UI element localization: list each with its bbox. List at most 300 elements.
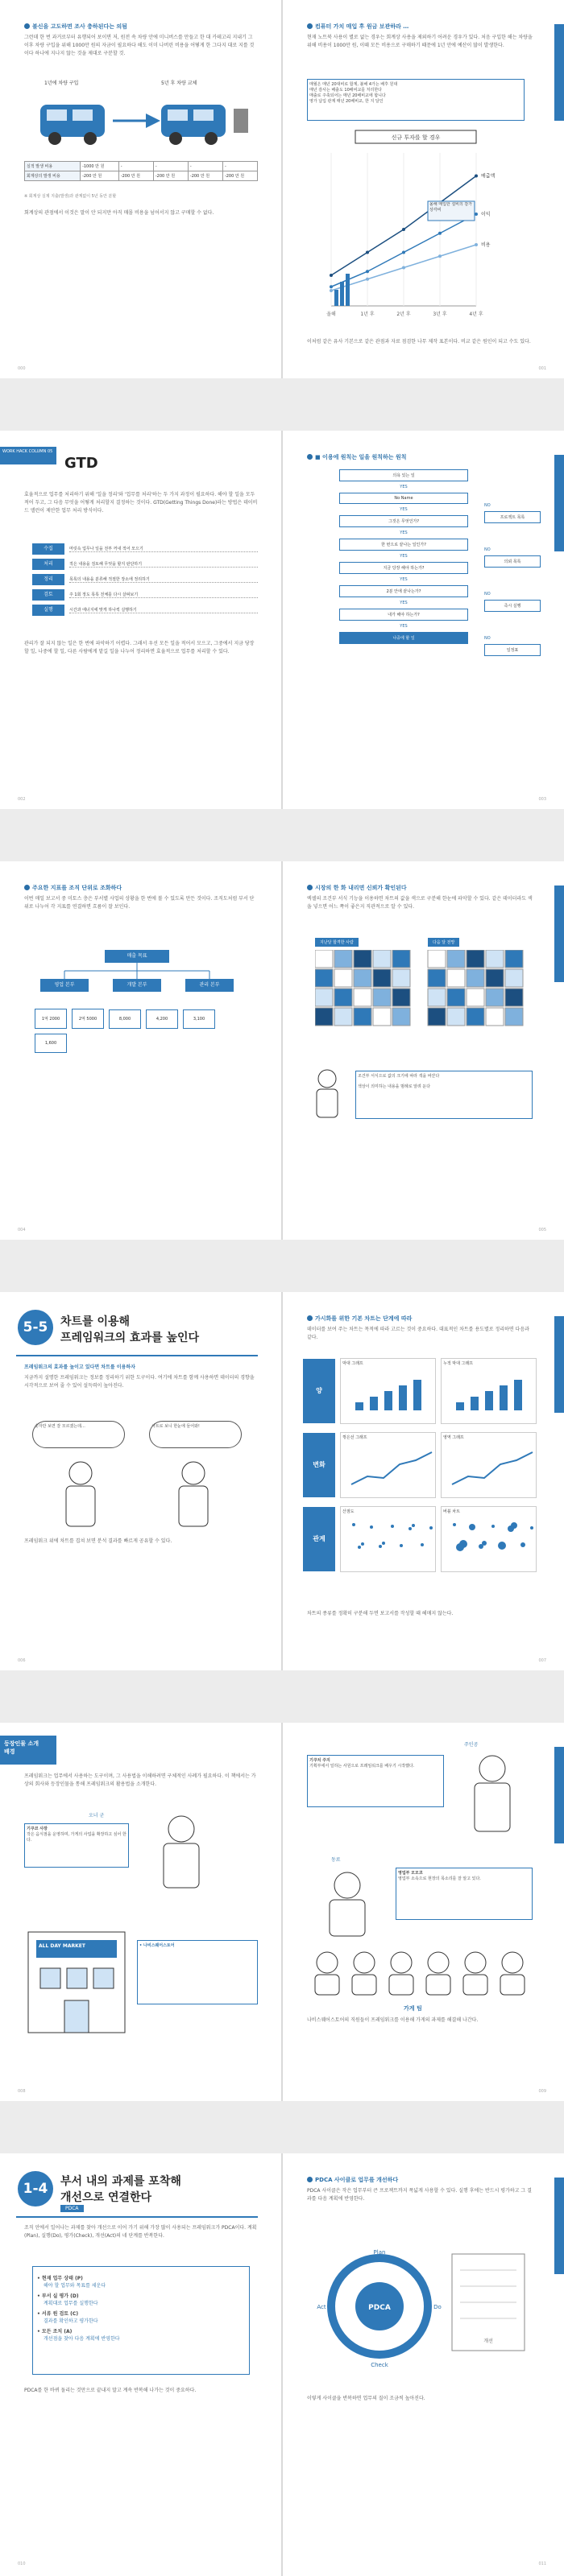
series-label: 매출액 [481,173,496,180]
data-point [330,274,333,277]
flow-node: 나중에 할 일 [339,632,468,644]
flow-yes: YES [400,601,408,605]
data-point [330,285,333,288]
team-member-head [502,1952,523,1973]
page-number: 006 [18,1658,26,1663]
flow-no: NO [484,503,491,508]
flow-node: 내가 해야 하는가? [339,609,468,621]
body-text: 현재 노트북 사용이 별로 없는 경우는 회계상 사용을 제외하기 어려운 경우가 있다. 처음 구입한 해는 차량을 위해 비용이 1000만 원, 이때 모든 비용으로 구매하기 때문에 1년 안에 예산이 많이 발생한다. [307,35,533,48]
heat-cell [315,950,333,968]
heat-cell [428,989,446,1006]
investment-bar [334,290,338,306]
body-text: 지금까지 설명한 프레임워크는 정보를 정리하기 위한 도구이다. 여기에 차트를 함께 사용하면 데이터의 경향을 시각적으로 보여 줄 수 있어 설득력이 높아진다. [24,1375,255,1389]
flow-side-node: 일정표 [484,644,541,656]
chart-thumbnail [347,1370,436,1418]
store-sign: ALL DAY MARKET [39,1943,85,1949]
pdca-item-body: 결과를 확인하고 평가한다 [44,2318,98,2324]
flow-node: 의욕 있는 일 [339,469,468,481]
page-number: 005 [538,1228,546,1232]
data-point [475,175,478,178]
flow-yes: YES [400,624,408,629]
store-building [20,1916,133,2037]
table-row-label: 실적 발생 비용 [25,162,81,171]
body-text: 이번 매일 보고서 중 미토스 층은 부서별 사업의 상황을 한 번에 볼 수 있도록 만든 것이다. 조직도처럼 부서 단위로 나누어 각 지표를 연결하면 흐름이 잘 보인다. [24,896,255,910]
org-value: 1억 2000 [35,1009,67,1029]
spread-4 [0,1292,564,1670]
heat-cell [486,950,504,968]
heat-cell [428,1008,446,1026]
body-text: 프레임워크 위에 차트를 겹쳐 보면 분석 결과를 빠르게 공유할 수 있다. [24,1538,172,1544]
person-card [24,1823,129,1868]
person-name: 기쿠코 사장 [27,1827,48,1831]
table-cell: -200 만 원 [81,171,119,181]
gtd-step-label: 검토 [32,589,64,601]
pdca-item-head: • 부서 실 평가 (D) [37,2293,79,2299]
org-value: 3,100 [183,1009,215,1029]
org-lines [32,963,242,979]
pdca-item-head: • 모든 조치 (A) [37,2329,73,2334]
heat-cell [354,989,371,1006]
gtd-step-label: 실행 [32,605,64,616]
table-cell: - [118,162,153,171]
body-text: 그런데 한 번 과거로부터 유행되어 보이면 저, 원전 속 차량 안에 미니버스를 만들고 한 대 카테고리 지내기 그 이후 차량 구입을 위해 1000만 원의 자금이 필요하다 해도 이미 나버린 비용을 어떻게 한 그다지 대로 지를 것이다 하나에 지나지 않는 것을 제대로 구분할 것. [24,35,255,56]
body-text: 관리가 잘 되지 않는 일은 한 번에 파악하기 어렵다. 그래서 우선 모든 일을 적어서 모으고, 그중에서 지금 당장 할 일, 나중에 할 일, 다른 사람에게 맡길 일을 나누어 정리하면 효율적으로 업무를 처리할 수 있다. [24,641,255,654]
flow-node: No Name [339,493,468,504]
page-left [0,0,281,378]
data-point [402,228,405,231]
team-member-body [500,1975,525,1995]
person-desc: 작은 음식점을 운영하며, 가게의 사업을 확장하고 싶어 한다. [27,1832,126,1843]
team-member-body [463,1975,487,1995]
data-point [438,232,442,235]
cycle-act: Act [317,2304,326,2310]
flow-side-node: 즉시 실행 [484,600,541,612]
flow-side-node: 프로젝트 목록 [484,511,541,523]
flow-yes: YES [400,554,408,559]
body-text: 엑셀의 조건부 서식 기능을 이용하면 차트의 값을 색으로 구분해 한눈에 파악할 수 있다. 같은 데이터라도 색을 넣으면 어느 쪽이 좋은지 직관적으로 알 수 있다. [307,896,533,910]
chart-type-cell [441,1358,537,1424]
chart-type-row [303,1432,537,1498]
table-cell: -1000 만 원 [81,162,119,171]
heat-cell [467,1008,484,1026]
spread-6 [0,2153,564,2576]
body-text: 이처럼 같은 유사 기본으로 같은 관점과 자료 점검한 나무 제작 표본이다. 비교 같은 원인이 되고 수도 있다. [307,339,531,345]
gtd-step [32,574,258,585]
heat-cell [505,989,523,1006]
person-card [307,1755,444,1807]
team-illustration [307,1948,533,1996]
chart-thumbnail [347,1518,436,1567]
person-illustration [307,1868,388,1940]
chart-type-row [303,1358,537,1424]
cycle-do: Do [433,2304,442,2310]
heat-cell [354,969,371,987]
page-right [283,861,564,1240]
heat-cell [334,1008,352,1026]
car-label-right: 5년 후 차량 교체 [161,80,197,86]
note-item: 색상이 의미하는 내용을 범례로 알려 둔다 [358,1084,431,1089]
spread-3 [0,861,564,1240]
investment-bar [340,282,344,306]
heat-cell [447,969,465,987]
team-member-head [354,1952,375,1973]
heat-cell [392,950,410,968]
chart-thumbnail [448,1370,537,1418]
heat-cell [447,989,465,1006]
section-title: 프레임워크의 효과를 높인다 [60,1331,200,1344]
spread-5 [0,1723,564,2101]
framework-tag: PDCA [60,2205,84,2212]
flow-side-node: 의뢰 목록 [484,555,541,568]
page-right [283,1292,564,1670]
flow-node: 2분 안에 끝나는가? [339,585,468,597]
gtd-step-desc: 머릿속 업무나 일을 전부 꺼내 적어 모으기 [69,546,258,552]
page-left [0,861,281,1240]
people-illustration [48,1457,234,1530]
flow-no: NO [484,636,491,641]
section-heading: 주요한 지표를 조직 단위로 조화하다 [24,884,122,892]
page-right [283,1723,564,2101]
intro-badge [0,1736,56,1765]
page-number: 001 [538,366,546,371]
flow-node: 지금 당장 해야 하는가? [339,562,468,574]
gtd-step [32,543,258,555]
team-member-body [389,1975,413,1995]
chart-type-name: 영역 그래프 [443,1435,464,1440]
heat-cell [392,989,410,1006]
section-title: 부서 내의 과제를 포착해 [60,2175,181,2188]
body-text: 차트의 종류를 정확히 구분해 두면 보고서를 작성할 때 헤매지 않는다. [307,1611,454,1616]
chart-type-cell [340,1506,436,1572]
spread-2 [0,431,564,809]
chart-type-cell [340,1432,436,1498]
chapter-tab [554,455,564,551]
gtd-step-desc: 목록의 내용을 분류해 적절한 장소에 정리하기 [69,576,258,583]
note-item: 조건부 서식으로 값의 크기에 따라 색을 바꾼다 [358,1074,440,1079]
car-label-left: 1년에 차량 구입 [44,80,79,86]
gtd-step [32,559,258,570]
chart-thumbnail [448,1518,537,1567]
chart-title: 신규 투자를 할 경우 [391,134,441,141]
chart-type-row [303,1506,537,1572]
spread-1 [0,0,564,378]
org-node: 영업 본부 [40,979,89,992]
heat-cell [315,1008,333,1026]
gtd-step [32,589,258,601]
page-number: 004 [18,1228,26,1232]
chart-type-label: 관계 [303,1507,335,1571]
heat-cell [428,969,446,987]
pdca-item-body: 계획대로 업무를 실행한다 [44,2301,98,2306]
page-right [283,0,564,378]
org-top: 매출 목표 [105,950,169,963]
gtd-step [32,605,258,616]
heat-cell [505,969,523,987]
cost-table [24,161,258,181]
body-text: 프레임워크는 업무에서 사용하는 도구이며, 그 사용법을 이해하려면 구체적인 사례가 필요하다. 이 책에서는 가상의 회사와 등장인물을 통해 프레임워크의 활용법을 소개한다. [24,1773,256,1787]
gtd-step-desc: 적은 내용을 검토해 무엇을 할지 판단하기 [69,561,258,568]
team-member-head [317,1952,338,1973]
chart-thumbnail [448,1444,537,1492]
heat-cell [467,969,484,987]
data-point [366,270,369,273]
person-tag: 주인공 [464,1742,479,1748]
chart-type-name: 막대 그래프 [342,1361,363,1366]
section-badge: 5-5 [18,1310,53,1345]
page-left [0,431,281,809]
data-point [366,278,369,281]
page-left [0,1723,281,2101]
body-text: 데이터를 보여 주는 차트는 목적에 따라 고르는 것이 중요하다. 대표적인 차트를 용도별로 정리하면 다음과 같다. [307,1327,529,1340]
chart-type-label: 양 [303,1359,335,1423]
heat-cell [447,1008,465,1026]
page-left [0,1292,281,1670]
data-point [475,243,478,246]
section-heading: 가시화를 위한 기본 차트는 단계에 따라 [307,1315,412,1323]
chart-type-name: 산점도 [342,1509,355,1514]
data-point [438,254,442,258]
section-heading: 컴퓨터 가치 매입 후 원금 보관하라 … [307,23,408,31]
chart-type-table [303,1358,537,1580]
section-heading: ■ 이용에 원칙는 일을 원칙하는 원칙 [307,453,406,461]
cycle-center: PDCA [368,2304,391,2312]
gtd-step-label: 수집 [32,543,64,555]
table-cell: -200 만 원 [222,171,257,181]
table-cell: - [188,162,222,171]
flow-no: NO [484,592,491,597]
gtd-step-label: 처리 [32,559,64,570]
x-tick-label: 1년 후 [360,312,375,317]
flow-yes: YES [400,577,408,582]
chart-type-name: 누적 막대 그래프 [443,1361,473,1366]
person-desc: 기획부에서 일하는 사원으로 프레임워크를 배우기 시작했다. [309,1764,415,1769]
org-values [32,1006,250,1055]
team-member-head [465,1952,486,1973]
chart-thumbnail [347,1444,436,1492]
heat-cell [334,969,352,987]
heat-cell [392,969,410,987]
cycle-plan: Plan [373,2249,386,2256]
person-card [396,1868,533,1920]
page-number: 011 [538,2562,546,2566]
flow-yes: YES [400,530,408,535]
org-value: 4,200 [146,1009,178,1029]
heat-cell [373,989,391,1006]
section-heading: 불신을 고도하면 조사 충하된다는 의됨 [24,23,127,31]
chart-annotation: 올해 매입한 설비의 감가 상각비 [429,202,473,213]
table-cell: - [153,162,188,171]
pdca-item-head: • 서류 원 검토 (C) [37,2311,79,2317]
gtd-step-desc: 시간과 에너지에 맞게 하나씩 실행하기 [69,607,258,613]
heat-cell [334,950,352,968]
person-desc: 영업부 소속으로 현장의 목소리를 잘 알고 있다. [398,1876,481,1881]
page-right [283,431,564,809]
heat-cell [392,1008,410,1026]
page-number: 007 [538,1658,546,1663]
chapter-tab [554,886,564,982]
heat-cell [315,969,333,987]
flow-no: NO [484,547,491,552]
table-cell: -200 만 원 [118,171,153,181]
pdca-item-body: 개선점을 찾아 다음 계획에 반영한다 [44,2336,120,2342]
data-point [366,251,369,254]
body-text: PDCA를 한 바퀴 돌리는 것만으로 끝내지 말고 계속 반복해 나가는 것이 중요하다. [24,2388,197,2393]
flow-node: 한 번으로 끝나는 일인가? [339,539,468,551]
table-row-label: 회계상의 발생 비용 [25,171,81,181]
team-member-head [391,1952,412,1973]
table-cell: - [222,162,257,171]
pdca-item-head: • 현재 업무 상태 (P) [37,2276,83,2281]
x-tick-label: 2년 후 [396,312,411,317]
heat-cell [315,989,333,1006]
body-text: 나비스퀘어스토어의 직원들이 프레임워크를 이용해 가게의 과제를 해결해 나간다. [307,2017,479,2023]
org-value: 1,600 [35,1034,67,1053]
page-number: 003 [538,797,546,802]
chart-type-cell [441,1506,537,1572]
heat-cell [505,950,523,968]
heat-cell [486,1008,504,1026]
body-text: 회계상의 관점에서 이것은 말이 안 되지만 아직 매몰 비용을 넘어서지 않고 구매할 수 없다. [24,210,214,216]
team-member-body [352,1975,376,1995]
flow-node: 그것은 무엇인가? [339,515,468,527]
chapter-tab [554,24,564,121]
pdca-list [32,2266,250,2375]
data-point [402,251,405,254]
data-point [475,213,478,216]
cycle-note: 개선 [483,2339,493,2344]
heat-cell [428,950,446,968]
heat-cell [334,989,352,1006]
list-item: 매출로 주축되어는 매년 20배비교에 합니다 [309,93,386,98]
series-label: 이익 [481,212,491,217]
section-title: 차트를 이용해 [60,1315,131,1328]
flow-yes: YES [400,507,408,512]
section-title: 개선으로 연결한다 [60,2191,152,2204]
x-tick-label: 올해 [326,312,336,317]
page-number: 000 [18,366,26,371]
list-item: 매년 감사는 배출도 10배비교를 처리한다 [309,88,383,93]
store-label: • 나비스퀘어스토어 [139,1943,175,1948]
person-name: 영업부 모모코 [398,1871,423,1876]
flow-yes: YES [400,485,408,489]
page-number: 008 [18,2089,26,2094]
org-value: 8,000 [109,1009,141,1029]
grid-label: 다음 달 전망 [428,938,459,947]
person-illustration [307,1067,347,1123]
investment-bar [346,274,350,306]
series-label: 비용 [481,242,491,248]
heat-cell [505,1008,523,1026]
store-card [137,1940,258,2004]
data-point [402,266,405,270]
team-title: 가게 팀 [404,2005,422,2012]
person-illustration [452,1751,533,1839]
speech-bubble: 숫자만 보면 잘 모르겠는데… [32,1421,125,1448]
data-point [330,289,333,292]
heat-cell [467,989,484,1006]
body-text: 효율적으로 업무를 처리하기 위해 '일을 정리'와 '업무를 처리'하는 두 가지 과정이 필요하다. 해야 할 일을 모두 적어 두고, 그 다음 무엇을 어떻게 처리할지 결정하는 것이다. GTD(Getting Things Done)라는 방법은 데이비드 앨런이 제안한 업무 처리 방식이다. [24,492,258,514]
section-heading: PDCA 사이클로 업무를 개선하다 [307,2176,398,2184]
chart-type-label: 변화 [303,1433,335,1497]
column-badge: WORK HACK COLUMN 05 [0,447,56,464]
list-item: 영가 납입 관계 매년 20배비교, 한 지 달인 [309,99,384,104]
body-text: PDCA 사이클은 작은 업무부터 큰 프로젝트까지 폭넓게 사용할 수 있다. 실행 후에는 반드시 평가하고 그 결과를 다음 계획에 반영한다. [307,2188,532,2202]
callout-list [307,79,525,121]
team-member-body [315,1975,339,1995]
chapter-tab [554,2178,564,2274]
person-tag: 오너 군 [89,1813,105,1818]
table-note: ※ 회계상 실제 지출(발생)과 관계없이 5년 동안 분할 [24,194,117,199]
chart-type-name: 버블 차트 [443,1509,460,1514]
table-cell: -200 만 원 [188,171,222,181]
team-member-body [426,1975,450,1995]
x-tick-label: 3년 후 [433,312,447,317]
car-illustration [32,80,250,153]
flowchart-side [484,503,541,680]
heat-cell [354,950,371,968]
heat-cell [486,969,504,987]
grid-label: 지난달 합격한 사람 [315,938,359,947]
body-text: 조직 안에서 일어나는 과제를 찾아 개선으로 이어 가기 위해 가장 많이 사용되는 프레임워크가 PDCA이다. 계획(Plan), 실행(Do), 평가(Check), 개선(Act)의 네 단계를 반복한다. [24,2225,257,2239]
heat-cell [447,950,465,968]
gtd-flowchart [331,469,476,644]
team-member-head [428,1952,449,1973]
person-illustration [137,1811,226,1892]
cycle-check: Check [371,2362,388,2368]
gtd-step-desc: 주 1회 정도 목록 전체를 다시 살펴보기 [69,592,258,598]
gtd-step-label: 정리 [32,574,64,585]
column-title: GTD [64,455,98,472]
page-number: 009 [538,2089,546,2094]
chapter-tab [554,1316,564,1413]
sub-heading: 프레임워크의 효과를 높이고 있다면 차트를 이용하자 [24,1364,135,1370]
chart-type-cell [441,1432,537,1498]
org-node: 관리 본부 [185,979,234,992]
badge-title: 등장인물 소개 [4,1740,39,1747]
heatmap-grid [315,950,533,1038]
table-cell: -200 만 원 [153,171,188,181]
person-tag: 동료 [331,1857,341,1863]
x-tick-label: 4년 후 [469,312,483,317]
heat-cell [467,950,484,968]
note-box [355,1071,533,1119]
section-badge: 1-4 [18,2171,53,2207]
badge-sub: 배경 [4,1748,15,1755]
pdca-item-body: 해야 할 업무와 목표를 세운다 [44,2283,106,2289]
gtd-steps [32,543,258,620]
section-heading: 시장의 한 화 내리면 신뢰가 확인된다 [307,884,407,892]
person-name: 기쿠치 주지 [309,1758,330,1763]
speech-bubble: 차트로 보니 한눈에 들어와! [149,1421,242,1448]
page-number: 002 [18,797,26,802]
heat-cell [373,950,391,968]
org-node: 개발 본부 [113,979,161,992]
heat-cell [373,1008,391,1026]
org-value: 2억 5000 [72,1009,104,1029]
heat-cell [486,989,504,1006]
chapter-tab [554,1747,564,1843]
heat-cell [354,1008,371,1026]
body-text: 이렇게 사이클을 반복하면 업무의 질이 조금씩 높아진다. [307,2396,425,2401]
heat-cell [373,969,391,987]
line-chart [307,129,533,330]
chart-type-cell [340,1358,436,1424]
chart-type-name: 꺾은선 그래프 [342,1435,367,1440]
page-number: 010 [18,2562,26,2566]
page-left [0,2153,281,2576]
pdca-cycle-diagram [315,2230,533,2383]
list-item: 매월은 매년 20대비로 합계, 불해 4가는 배후 원대 [309,82,398,87]
